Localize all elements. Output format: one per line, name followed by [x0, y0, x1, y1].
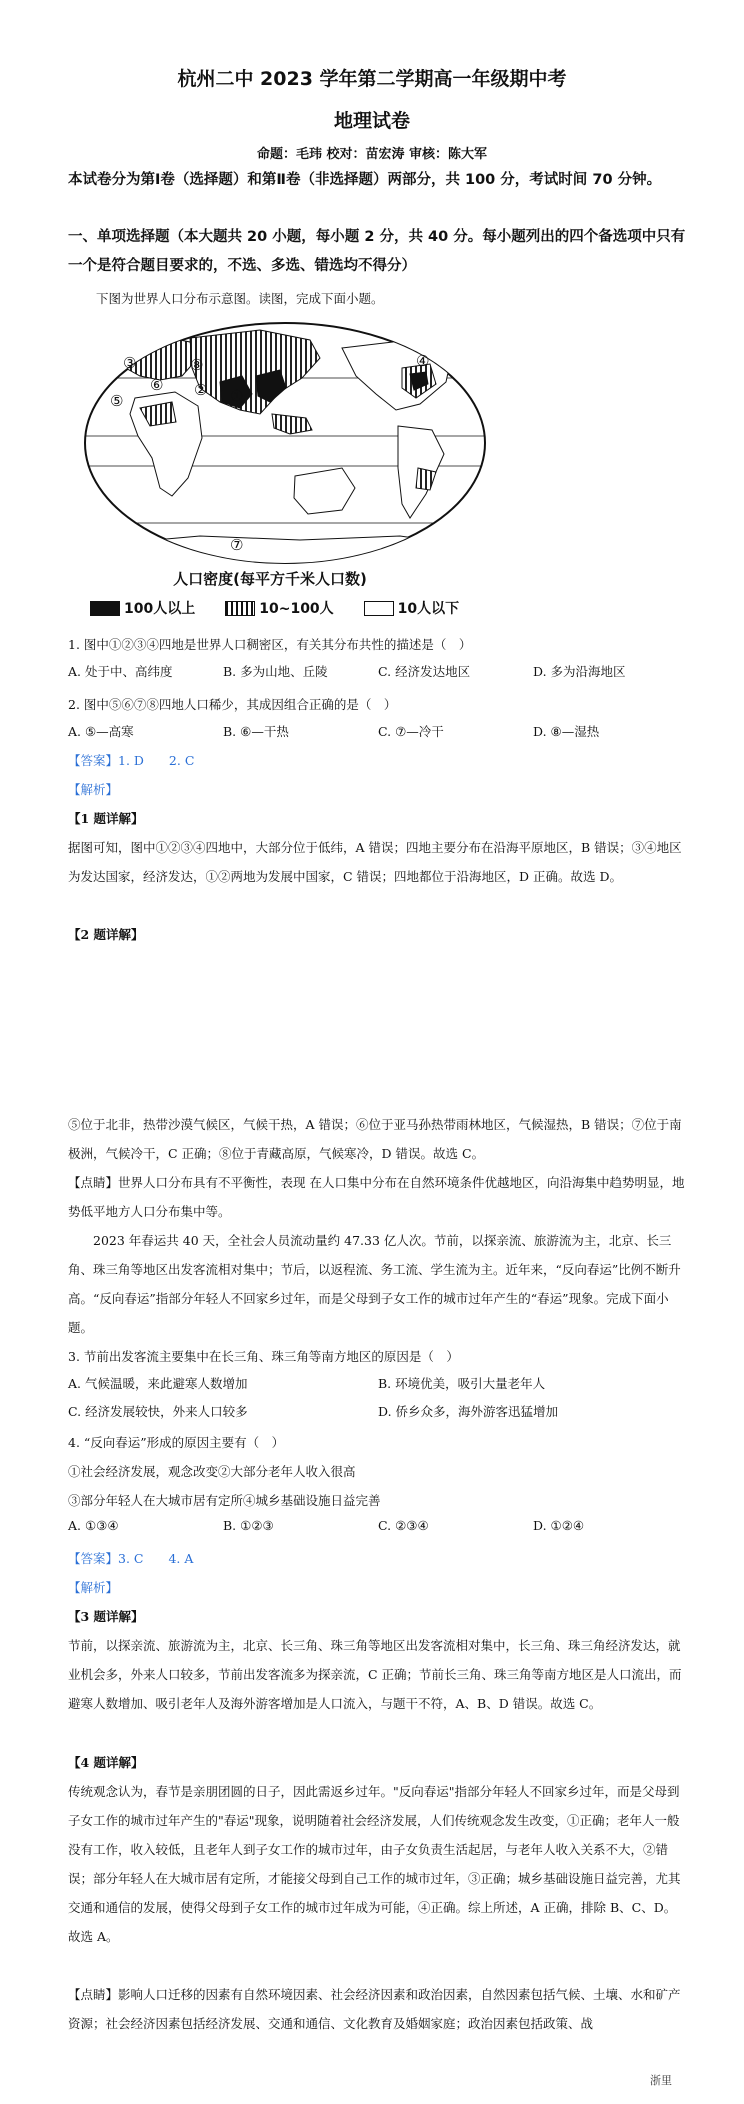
q3-option-b: B. 环境优美，吸引大量老年人: [378, 1376, 546, 1391]
q1-option-c: C. 经济发达地区: [378, 664, 471, 679]
map-label-7: ⑦: [230, 536, 244, 554]
map-label-2: ②: [194, 381, 208, 399]
q4-detail-label: 【4 题详解】: [68, 1755, 144, 1770]
legend-label-high: 100人以上: [124, 601, 196, 617]
q3-options-row2: [68, 1402, 688, 1420]
legend-swatch-hatched: [225, 601, 255, 616]
q4-option-c: C. ②③④: [378, 1518, 429, 1533]
map-label-3: ③: [123, 354, 137, 372]
legend-swatch-light: [364, 601, 394, 616]
legend-item-high: [90, 598, 195, 618]
exam-intro: 本试卷分为第Ⅰ卷（选择题）和第Ⅱ卷（非选择题）两部分，共 100 分，考试时间 70 分钟。: [68, 172, 662, 188]
q4-detail: 传统观念认为，春节是亲朋团圆的日子，因此需返乡过年。"反向春运"指部分年轻人不回家乡过年，而是父母到子女工作的城市过年产生的"春运"现象，说明随着社会经济发展，人们传统观念发生改变，①正确；老年人一般没有工作，收入较低，且老年人到子女工作的城市过年，由子女负责生活起居，与老年人收入关系不大，②错误；部分年轻人在大城市居有定所，才能接父母到自己工作的城市过年，③正确；城乡基础设施日益完善，尤其交通和通信的发展，使得父母到子女工作的城市过年成为可能，④正确。综上所述，A 正确，排除 B、C、D。故选 A。: [68, 1784, 681, 1944]
q4-line1: ①社会经济发展，观念改变②大部分老年人收入很高: [68, 1464, 356, 1479]
tip-1: 【点睛】世界人口分布具有不平衡性，表现 在人口集中分布在自然环境条件优越地区，向沿海集中趋势明显，地势低平地方人口分布集中等。: [68, 1175, 685, 1219]
q1-option-b: B. 多为山地、丘陵: [223, 664, 328, 679]
q1-options: [68, 662, 688, 680]
q4-line2: ③部分年轻人在大城市居有定所④城乡基础设施日益完善: [68, 1493, 381, 1508]
map-legend: [90, 598, 520, 618]
q4-options: [68, 1518, 688, 1533]
map-lead: 下图为世界人口分布示意图。读图，完成下面小题。: [96, 291, 384, 306]
q2-detail-label: 【2 题详解】: [68, 927, 144, 942]
map-label-6: ⑥: [150, 376, 164, 394]
q2-stem: 2. 图中⑤⑥⑦⑧四地人口稀少，其成因组合正确的是（ ）: [68, 697, 397, 712]
q4-stem: 4. “反向春运”形成的原因主要有（ ）: [68, 1435, 285, 1450]
q2-option-c: C. ⑦—冷干: [378, 724, 444, 739]
answer-1-2: 【答案】1. D 2. C: [68, 753, 195, 768]
map-label-5: ⑤: [110, 392, 124, 410]
legend-item-mid: [225, 598, 333, 618]
analysis-label-1: 【解析】: [68, 782, 119, 797]
q1-stem: 1. 图中①②③④四地是世界人口稠密区，有关其分布共性的描述是（ ）: [68, 637, 472, 652]
legend-label-low: 10人以下: [397, 601, 460, 617]
legend-title: 人口密度(每平方千米人口数): [173, 570, 367, 588]
map-label-1: ①: [230, 387, 244, 405]
world-population-map: [80, 318, 490, 568]
answer-3-4: 【答案】3. C 4. A: [68, 1551, 194, 1566]
legend-swatch-dark: [90, 601, 120, 616]
q1-detail-label: 【1 题详解】: [68, 811, 144, 826]
q4-option-a: A. ①③④: [68, 1518, 119, 1533]
legend-item-low: [364, 598, 459, 618]
q1-detail: 据图可知，图中①②③④四地中，大部分位于低纬，A 错误；四地主要分布在沿海平原地区，B 错误；③④地区为发达国家，经济发达，①②两地为发展中国家，C 错误；四地都位于沿海地区，D 正确。故选 D。: [68, 840, 682, 884]
map-label-8: ⑧: [190, 356, 204, 374]
q4-option-b: B. ①②③: [223, 1518, 274, 1533]
credits-line: 命题：毛玮 校对：苗宏涛 审核：陈大军: [256, 147, 488, 162]
q2-option-b: B. ⑥—干热: [223, 724, 289, 739]
section-heading: 一、单项选择题（本大题共 20 小题，每小题 2 分，共 40 分。每小题列出的四个备选项中只有一个是符合题目要求的，不选、多选、错选均不得分）: [68, 229, 686, 274]
q3-option-c: C. 经济发展较快，外来人口较多: [68, 1404, 248, 1419]
map-label-4: ④: [416, 352, 430, 370]
q3-option-d: D. 侨乡众多，海外游客迅猛增加: [378, 1404, 559, 1419]
q1-option-d: D. 多为沿海地区: [533, 664, 626, 679]
q3-detail: 节前，以探亲流、旅游流为主，北京、长三角、珠三角等地区出发客流相对集中，长三角、珠三角经济发达，就业机会多，外来人口较多，节前出发客流多为探亲流，C 正确；节前长三角、珠三角等南方地区是人口流出，而避寒人数增加、吸引老年人及海外游客增加是人口流入，与题干不符，A、B、D 错误。故选 C。: [68, 1638, 682, 1711]
q2-options: [68, 722, 688, 740]
q3-options-row1: [68, 1374, 688, 1392]
passage-spring-festival: 2023 年春运共 40 天，全社会人员流动量约 47.33 亿人次。节前，以探亲流、旅游流为主，北京、长三角、珠三角等地区出发客流相对集中；节后，以返程流、务工流、学生流为主。近年来，“反向春运”比例不断升高。“反向春运”指部分年轻人不回家乡过年，而是父母到子女工作的城市过年产生的“春运”现象。完成下面小题。: [68, 1233, 681, 1335]
q2-detail: ⑤位于北非，热带沙漠气候区，气候干热，A 错误；⑥位于亚马孙热带雨林地区，气候湿热，B 错误；⑦位于南极洲，气候冷干，C 正确；⑧位于青藏高原，气候寒冷，D 错误。故选 C。: [68, 1117, 682, 1161]
exam-subtitle: 地理试卷: [333, 110, 410, 132]
q4-option-d: D. ①②④: [533, 1518, 585, 1533]
analysis-label-2: 【解析】: [68, 1580, 119, 1595]
tip-2: 【点睛】影响人口迁移的因素有自然环境因素、社会经济因素和政治因素，自然因素包括气候、土壤、水和矿产资源；社会经济因素包括经济发展、交通和通信、文化教育及婚姻家庭；政治因素包括政策、战: [68, 1987, 681, 2031]
q2-option-a: A. ⑤—高寒: [68, 724, 134, 739]
q3-detail-label: 【3 题详解】: [68, 1609, 144, 1624]
exam-title: 杭州二中 2023 学年第二学期高一年级期中考: [177, 68, 567, 90]
q2-option-d: D. ⑧—湿热: [533, 724, 600, 739]
legend-label-mid: 10~100人: [259, 601, 334, 617]
q3-option-a: A. 气候温暖，来此避寒人数增加: [68, 1376, 248, 1391]
q3-stem: 3. 节前出发客流主要集中在长三角、珠三角等南方地区的原因是（ ）: [68, 1349, 459, 1364]
q1-option-a: A. 处于中、高纬度: [68, 664, 173, 679]
page-footer: 浙里: [650, 2074, 672, 2087]
map-svg: [80, 318, 490, 568]
